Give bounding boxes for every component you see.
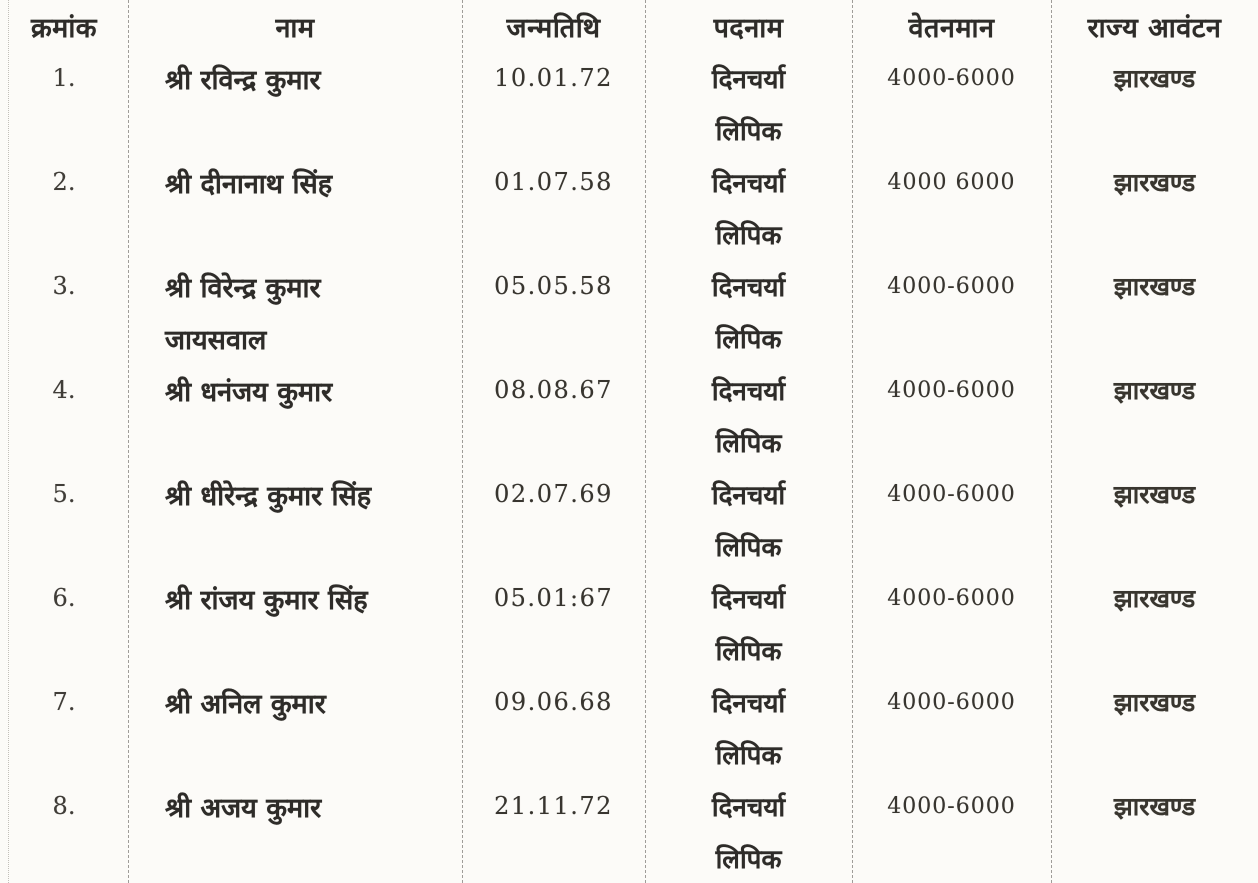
state-allotment-text: झारखण्ड bbox=[1113, 64, 1196, 93]
state-allotment-text: झारखण्ड bbox=[1113, 376, 1196, 405]
date-of-birth-text: 05.05.58 bbox=[494, 272, 613, 300]
cell-designation bbox=[645, 260, 852, 364]
state-allotment-text: झारखण्ड bbox=[1113, 792, 1196, 821]
cell-serial-number bbox=[0, 676, 128, 780]
cell-serial-number bbox=[0, 468, 128, 572]
state-allotment-text: झारखण्ड bbox=[1113, 688, 1196, 717]
designation-line2: लिपिक bbox=[715, 741, 782, 771]
serial-number-text: 2. bbox=[52, 168, 76, 196]
state-allotment-text: झारखण्ड bbox=[1113, 480, 1196, 509]
header-pay-scale: वेतनमान bbox=[908, 12, 995, 44]
cell-designation bbox=[645, 52, 852, 156]
cell-pay-scale bbox=[852, 52, 1051, 156]
designation-line1: दिनचर्या bbox=[711, 481, 786, 511]
date-of-birth-text: 10.01.72 bbox=[494, 64, 613, 92]
serial-number-text: 3. bbox=[52, 272, 76, 300]
cell-name bbox=[128, 468, 462, 572]
serial-number-text: 8. bbox=[52, 792, 76, 820]
table-row bbox=[0, 156, 1258, 260]
name-line1: श्री दीनानाथ सिंह bbox=[165, 168, 333, 200]
cell-serial-number bbox=[0, 260, 128, 364]
cell-pay-scale bbox=[852, 260, 1051, 364]
header-serial-number: क्रमांक bbox=[30, 12, 98, 44]
header-designation: पदनाम bbox=[713, 12, 784, 44]
name-line2 bbox=[128, 208, 462, 260]
name-line1: श्री धनंजय कुमार bbox=[165, 376, 333, 408]
date-of-birth-text: 02.07.69 bbox=[494, 480, 613, 508]
cell-state-allotment bbox=[1051, 780, 1258, 883]
cell-pay-scale bbox=[852, 156, 1051, 260]
cell-designation bbox=[645, 156, 852, 260]
date-of-birth-text: 01.07.58 bbox=[494, 168, 613, 196]
state-allotment-text: झारखण्ड bbox=[1113, 584, 1196, 613]
cell-state-allotment bbox=[1051, 260, 1258, 364]
designation-line2: लिपिक bbox=[715, 533, 782, 563]
date-of-birth-text: 08.08.67 bbox=[494, 376, 613, 404]
serial-number-text: 1. bbox=[52, 64, 76, 92]
cell-serial-number bbox=[0, 364, 128, 468]
pay-scale-text: 4000-6000 bbox=[887, 585, 1016, 611]
name-line1: श्री अनिल कुमार bbox=[165, 688, 326, 720]
cell-date-of-birth bbox=[462, 364, 645, 468]
designation-line1: दिनचर्या bbox=[711, 585, 786, 615]
designation-line1: दिनचर्या bbox=[711, 377, 786, 407]
cell-date-of-birth bbox=[462, 52, 645, 156]
designation-line1: दिनचर्या bbox=[711, 65, 786, 95]
cell-date-of-birth bbox=[462, 468, 645, 572]
cell-name bbox=[128, 260, 462, 364]
cell-pay-scale bbox=[852, 780, 1051, 883]
cell-serial-number bbox=[0, 52, 128, 156]
table-row bbox=[0, 780, 1258, 883]
state-allotment-text: झारखण्ड bbox=[1113, 168, 1196, 197]
cell-name bbox=[128, 156, 462, 260]
table-row bbox=[0, 676, 1258, 780]
header-state-allotment: राज्य आवंटन bbox=[1087, 12, 1222, 44]
pay-scale-text: 4000 6000 bbox=[887, 169, 1016, 195]
designation-line2: लिपिक bbox=[715, 325, 782, 355]
name-line1: श्री रविन्द्र कुमार bbox=[165, 64, 321, 96]
name-line1: श्री रांजय कुमार सिंह bbox=[165, 584, 368, 616]
name-line1: श्री विरेन्द्र कुमार bbox=[165, 272, 321, 304]
name-line1: श्री धीरेन्द्र कुमार सिंह bbox=[165, 480, 372, 512]
cell-designation bbox=[645, 676, 852, 780]
designation-line1: दिनचर्या bbox=[711, 273, 786, 303]
cell-designation bbox=[645, 572, 852, 676]
name-line2 bbox=[128, 416, 462, 468]
designation-line1: दिनचर्या bbox=[711, 793, 786, 823]
table-row bbox=[0, 52, 1258, 156]
serial-number-text: 4. bbox=[52, 376, 76, 404]
cell-name bbox=[128, 780, 462, 883]
header-date-of-birth: जन्मतिथि bbox=[506, 12, 601, 44]
table-body bbox=[0, 52, 1258, 883]
pay-scale-text: 4000-6000 bbox=[887, 793, 1016, 819]
cell-designation bbox=[645, 364, 852, 468]
cell-date-of-birth bbox=[462, 676, 645, 780]
cell-name bbox=[128, 572, 462, 676]
pay-scale-text: 4000-6000 bbox=[887, 377, 1016, 403]
cell-date-of-birth bbox=[462, 780, 645, 883]
table-row bbox=[0, 260, 1258, 364]
table-header-row bbox=[0, 0, 1258, 52]
pay-scale-text: 4000-6000 bbox=[887, 65, 1016, 91]
name-line2 bbox=[128, 624, 462, 676]
designation-line2: लिपिक bbox=[715, 637, 782, 667]
name-line2 bbox=[128, 104, 462, 156]
table-row bbox=[0, 468, 1258, 572]
cell-state-allotment bbox=[1051, 468, 1258, 572]
designation-line2: लिपिक bbox=[715, 845, 782, 875]
table-row bbox=[0, 572, 1258, 676]
serial-number-text: 5. bbox=[52, 480, 76, 508]
table-row bbox=[0, 364, 1258, 468]
designation-line2: लिपिक bbox=[715, 117, 782, 147]
serial-number-text: 6. bbox=[52, 584, 76, 612]
cell-date-of-birth bbox=[462, 260, 645, 364]
designation-line2: लिपिक bbox=[715, 429, 782, 459]
cell-name bbox=[128, 676, 462, 780]
name-line2 bbox=[128, 832, 462, 883]
cell-designation bbox=[645, 468, 852, 572]
header-name: नाम bbox=[275, 12, 315, 44]
cell-pay-scale bbox=[852, 676, 1051, 780]
designation-line1: दिनचर्या bbox=[711, 689, 786, 719]
cell-pay-scale bbox=[852, 572, 1051, 676]
date-of-birth-text: 09.06.68 bbox=[494, 688, 613, 716]
cell-state-allotment bbox=[1051, 676, 1258, 780]
cell-state-allotment bbox=[1051, 52, 1258, 156]
cell-name bbox=[128, 52, 462, 156]
cell-serial-number bbox=[0, 156, 128, 260]
name-line2: जायसवाल bbox=[165, 324, 267, 356]
name-line2 bbox=[128, 520, 462, 572]
name-line2 bbox=[128, 728, 462, 780]
date-of-birth-text: 05.01:67 bbox=[493, 584, 614, 612]
cell-state-allotment bbox=[1051, 156, 1258, 260]
designation-line1: दिनचर्या bbox=[711, 169, 786, 199]
cell-date-of-birth bbox=[462, 156, 645, 260]
cell-designation bbox=[645, 780, 852, 883]
pay-scale-text: 4000-6000 bbox=[887, 481, 1016, 507]
cell-pay-scale bbox=[852, 364, 1051, 468]
cell-pay-scale bbox=[852, 468, 1051, 572]
pay-scale-text: 4000-6000 bbox=[887, 273, 1016, 299]
name-line1: श्री अजय कुमार bbox=[165, 792, 322, 824]
serial-number-text: 7. bbox=[52, 688, 76, 716]
state-allotment-text: झारखण्ड bbox=[1113, 272, 1196, 301]
cell-serial-number bbox=[0, 780, 128, 883]
cell-date-of-birth bbox=[462, 572, 645, 676]
cell-state-allotment bbox=[1051, 364, 1258, 468]
cell-state-allotment bbox=[1051, 572, 1258, 676]
date-of-birth-text: 21.11.72 bbox=[494, 792, 613, 820]
designation-line2: लिपिक bbox=[715, 221, 782, 251]
cell-name bbox=[128, 364, 462, 468]
pay-scale-text: 4000-6000 bbox=[887, 689, 1016, 715]
cell-serial-number bbox=[0, 572, 128, 676]
